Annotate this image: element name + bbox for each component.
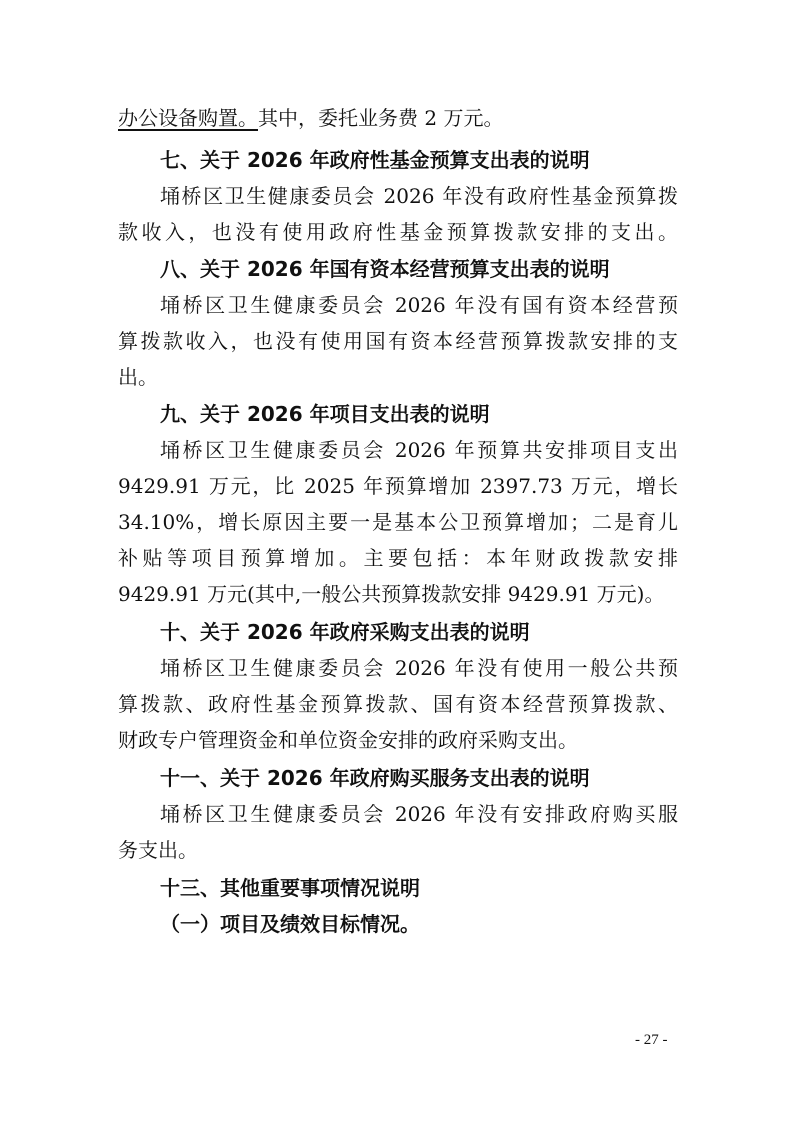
paragraph-line: 出。 — [118, 365, 158, 389]
section-heading-10: 十、关于 2026 年政府采购支出表的说明 — [160, 620, 530, 644]
paragraph-line: 务支出。 — [118, 838, 198, 862]
paragraph-line: 埇桥区卫生健康委员会 2026 年预算共安排项目支出 — [160, 438, 678, 462]
page-number: - 27 - — [635, 1032, 668, 1048]
paragraph-line: 9429.91 万元，比 2025 年预算增加 2397.73 万元，增长 — [118, 474, 678, 498]
paragraph-line: 埇桥区卫生健康委员会 2026 年没有安排政府购买服 — [160, 802, 678, 826]
paragraph-line: 补贴等项目预算增加。主要包括：本年财政拨款安排 — [118, 546, 678, 570]
section-heading-11: 十一、关于 2026 年政府购买服务支出表的说明 — [160, 766, 590, 790]
section-heading-8: 八、关于 2026 年国有资本经营预算支出表的说明 — [160, 257, 610, 281]
paragraph-line: 埇桥区卫生健康委员会 2026 年没有政府性基金预算拨 — [160, 184, 678, 208]
paragraph-line: 34.10%，增长原因主要一是基本公卫预算增加；二是育儿 — [118, 510, 678, 534]
paragraph-line: 算拨款收入，也没有使用国有资本经营预算拨款安排的支 — [118, 329, 678, 353]
paragraph-line: 款收入，也没有使用政府性基金预算拨款安排的支出。 — [118, 220, 678, 244]
line-text: 其中，委托业务费 2 万元。 — [258, 106, 504, 130]
section-heading-9: 九、关于 2026 年项目支出表的说明 — [160, 402, 490, 426]
subsection-heading: （一）项目及绩效目标情况。 — [160, 912, 420, 936]
paragraph-line — [118, 104, 678, 132]
section-heading-13: 十三、其他重要事项情况说明 — [160, 876, 420, 900]
underlined-text: 办公设备购置。 — [118, 106, 258, 130]
paragraph-line: 9429.91 万元(其中,一般公共预算拨款安排 9429.91 万元)。 — [118, 582, 665, 606]
section-heading-7: 七、关于 2026 年政府性基金预算支出表的说明 — [160, 148, 590, 172]
paragraph-line: 埇桥区卫生健康委员会 2026 年没有国有资本经营预 — [160, 293, 678, 317]
paragraph-line: 埇桥区卫生健康委员会 2026 年没有使用一般公共预 — [160, 656, 678, 680]
paragraph-line: 算拨款、政府性基金预算拨款、国有资本经营预算拨款、 — [118, 692, 678, 716]
paragraph-line: 财政专户管理资金和单位资金安排的政府采购支出。 — [118, 728, 578, 752]
